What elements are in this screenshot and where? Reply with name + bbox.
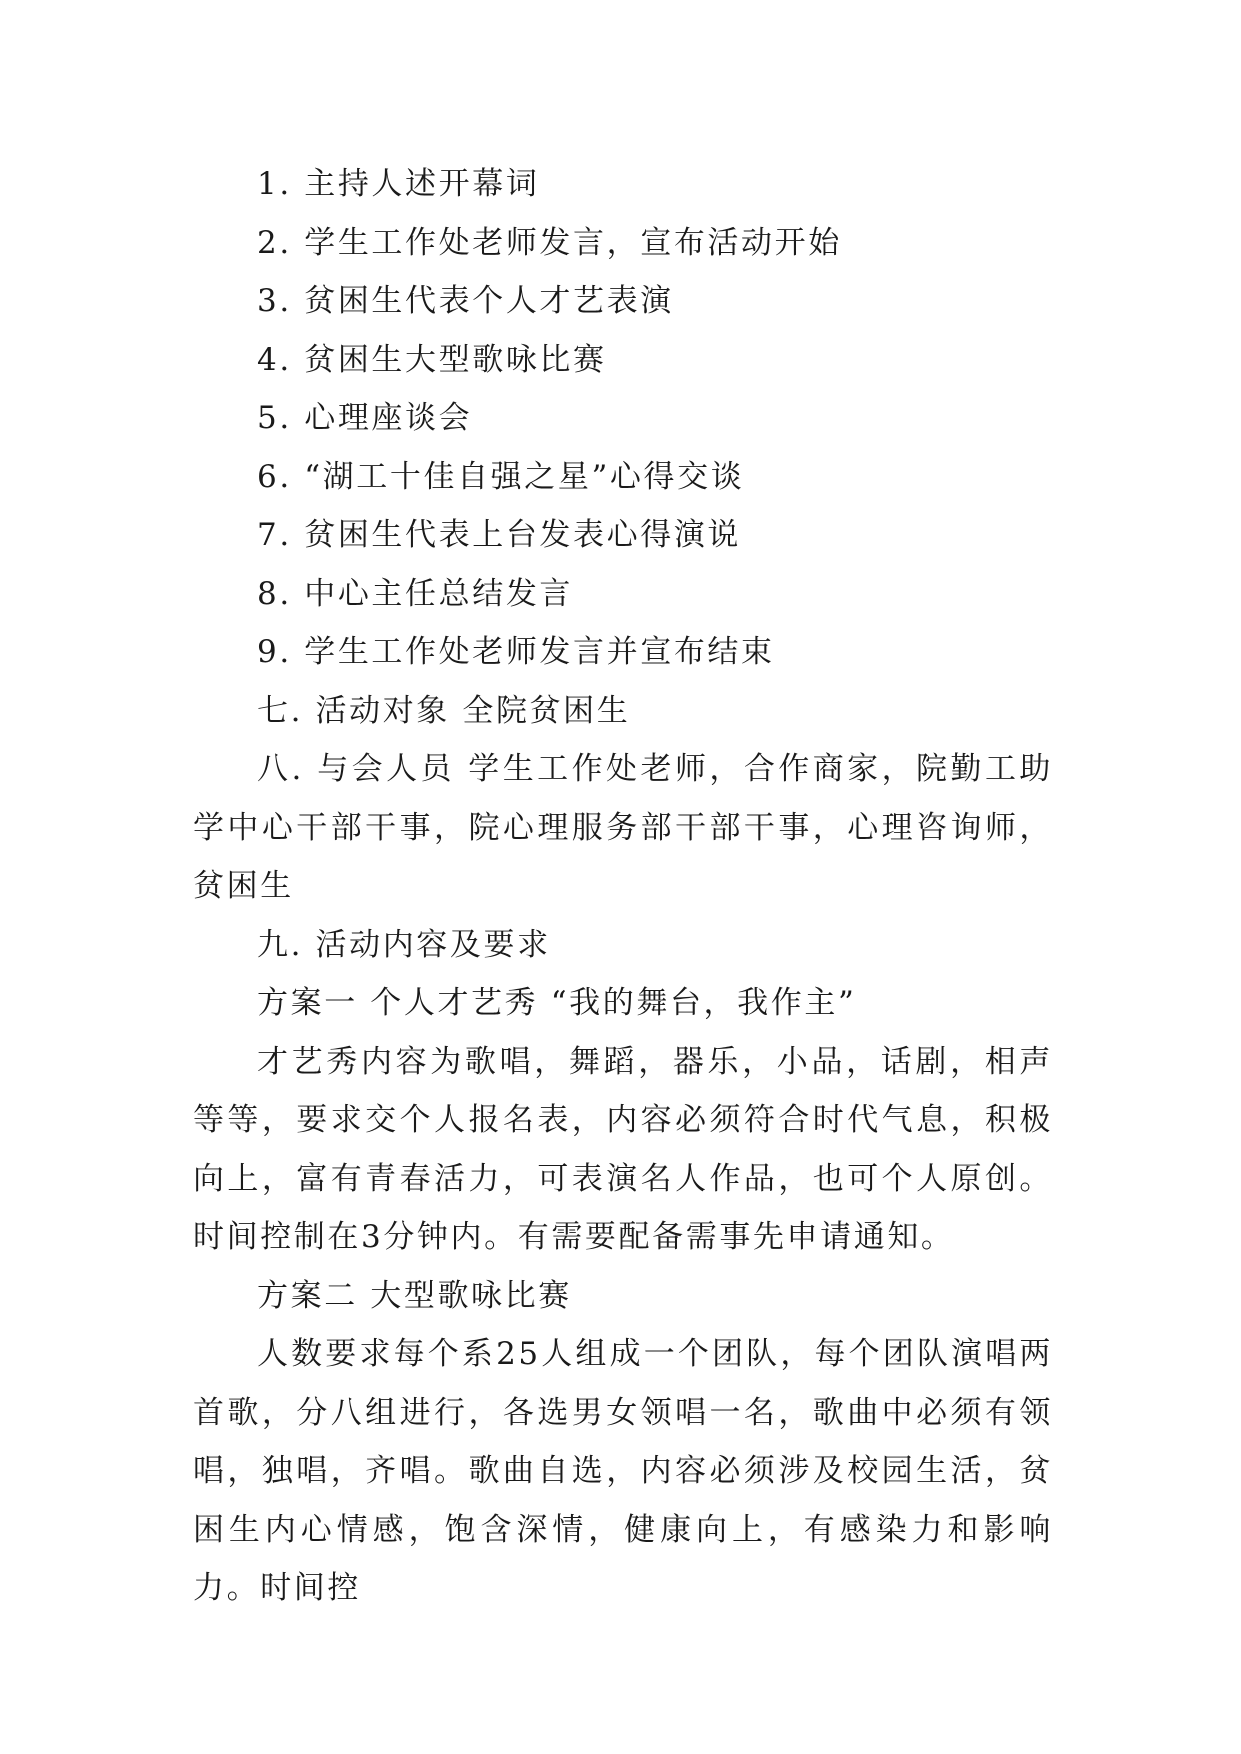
plan-1-body: 才艺秀内容为歌唱，舞蹈，器乐，小品，话剧，相声等等，要求交个人报名表，内容必须符合时代气息，积极向上，富有青春活力，可表演名人作品，也可个人原创。时间控制在3分钟内。有需要配备需事先申请通知。	[193, 1043, 1053, 1255]
document-body	[193, 155, 1053, 1618]
section-9-heading: 九. 活动内容及要求	[257, 926, 551, 963]
agenda-item-3: 3. 贫困生代表个人才艺表演	[257, 283, 674, 319]
agenda-item-1: 1. 主持人述开幕词	[257, 166, 540, 202]
agenda-item-9: 9. 学生工作处老师发言并宣布结束	[257, 634, 775, 670]
agenda-item-7: 7. 贫困生代表上台发表心得演说	[257, 517, 742, 553]
plan-1-title: 方案一 个人才艺秀 “我的舞台，我作主”	[257, 985, 857, 1021]
agenda-item-8: 8. 中心主任总结发言	[257, 575, 574, 612]
section-7-participants: 七. 活动对象 全院贫困生	[257, 692, 631, 729]
plan-2-body: 人数要求每个系25人组成一个团队，每个团队演唱两首歌，分八组进行，各选男女领唱一名，歌曲中必须有领唱，独唱，齐唱。歌曲自选，内容必须涉及校园生活，贫困生内心情感，饱含深情，健康向上，有感染力和影响力。时间控	[193, 1336, 1053, 1606]
agenda-item-2: 2. 学生工作处老师发言，宣布活动开始	[257, 224, 842, 261]
agenda-item-4: 4. 贫困生大型歌咏比赛	[257, 341, 607, 378]
plan-2-title: 方案二 大型歌咏比赛	[257, 1277, 572, 1314]
agenda-item-5: 5. 心理座谈会	[257, 400, 473, 436]
agenda-item-6: 6. “湖工十佳自强之星”心得交谈	[257, 458, 745, 495]
section-8-attendees: 八. 与会人员 学生工作处老师，合作商家，院勤工助学中心干部干事，院心理服务部干部干事，心理咨询师，贫困生	[193, 751, 1053, 904]
